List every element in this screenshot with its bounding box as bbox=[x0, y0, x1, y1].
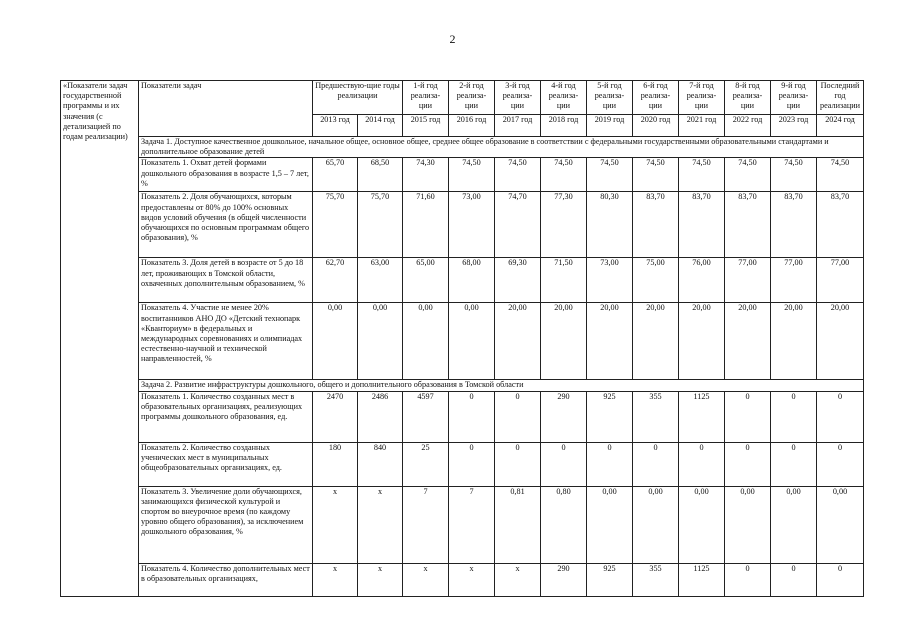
year-header: 2024 год bbox=[817, 115, 864, 137]
indicator-label: Показатель 2. Доля обучающихся, которым предоставлены от 80% до 100% основных видов условий обучения (в общей численности обучающихся по основным программам общего образования), % bbox=[139, 192, 313, 258]
indicator-value: 20,00 bbox=[587, 303, 633, 380]
period-header: 4-й год реализа-ции bbox=[541, 81, 587, 115]
indicator-value: 71,50 bbox=[541, 258, 587, 303]
indicator-value: 0,00 bbox=[679, 486, 725, 563]
indicator-value: 0 bbox=[449, 391, 495, 442]
indicator-value: 0 bbox=[633, 442, 679, 486]
table-row bbox=[61, 303, 864, 380]
indicator-value: 0,00 bbox=[313, 303, 358, 380]
task2-title: Задача 2. Развитие инфраструктуры дошкольного, общего и дополнительного образования в Томской области bbox=[139, 380, 864, 391]
indicator-value: 77,00 bbox=[817, 258, 864, 303]
indicator-label: Показатель 4. Участие не менее 20% воспитанников АНО ДО «Детский технопарк «Кванториум» в федеральных и международных соревнованиях и олимпиадах естественно-научной и технической направленностей, % bbox=[139, 303, 313, 380]
indicator-value: 74,70 bbox=[495, 192, 541, 258]
table-row bbox=[61, 391, 864, 442]
indicator-value: x bbox=[403, 563, 449, 596]
indicator-value: 74,50 bbox=[633, 158, 679, 192]
indicator-value: x bbox=[495, 563, 541, 596]
indicator-value: 355 bbox=[633, 391, 679, 442]
indicator-value: 73,00 bbox=[449, 192, 495, 258]
indicator-value: 68,50 bbox=[358, 158, 403, 192]
table-row bbox=[61, 158, 864, 192]
year-header: 2022 год bbox=[725, 115, 771, 137]
indicator-value: 74,50 bbox=[679, 158, 725, 192]
indicator-value: 68,00 bbox=[449, 258, 495, 303]
indicator-value: 75,00 bbox=[633, 258, 679, 303]
indicator-value: 0,00 bbox=[817, 486, 864, 563]
indicator-value: 2470 bbox=[313, 391, 358, 442]
table-row bbox=[61, 258, 864, 303]
indicator-value: 7 bbox=[403, 486, 449, 563]
year-header: 2017 год bbox=[495, 115, 541, 137]
indicator-value: 290 bbox=[541, 391, 587, 442]
indicator-value: 75,70 bbox=[313, 192, 358, 258]
indicator-label: Показатель 3. Доля детей в возрасте от 5 до 18 лет, проживающих в Томской области, охваченных дополнительным образованием, % bbox=[139, 258, 313, 303]
period-header: 3-й год реализа-ции bbox=[495, 81, 541, 115]
indicator-value: 0,00 bbox=[358, 303, 403, 380]
indicator-value: 0 bbox=[449, 442, 495, 486]
indicator-value: 0 bbox=[725, 563, 771, 596]
indicator-value: 74,50 bbox=[817, 158, 864, 192]
indicator-label: Показатель 4. Количество дополнительных мест в образовательных организациях, bbox=[139, 563, 313, 596]
indicator-value: 83,70 bbox=[633, 192, 679, 258]
year-header: 2016 год bbox=[449, 115, 495, 137]
indicator-value: 71,60 bbox=[403, 192, 449, 258]
indicator-value: 0 bbox=[771, 391, 817, 442]
indicator-value: 74,50 bbox=[495, 158, 541, 192]
indicator-value: x bbox=[358, 563, 403, 596]
indicator-value: x bbox=[449, 563, 495, 596]
indicator-value: 75,70 bbox=[358, 192, 403, 258]
indicator-value: 0 bbox=[679, 442, 725, 486]
indicator-value: 20,00 bbox=[679, 303, 725, 380]
indicator-label: Показатель 1. Охват детей формами дошкольного образования в возрасте 1,5 – 7 лет, % bbox=[139, 158, 313, 192]
indicator-value: 83,70 bbox=[679, 192, 725, 258]
indicator-value: 0 bbox=[725, 391, 771, 442]
indicator-value: 63,00 bbox=[358, 258, 403, 303]
year-header: 2014 год bbox=[358, 115, 403, 137]
year-header: 2019 год bbox=[587, 115, 633, 137]
indicator-value: 77,00 bbox=[771, 258, 817, 303]
indicator-value: 73,00 bbox=[587, 258, 633, 303]
indicator-value: 74,50 bbox=[725, 158, 771, 192]
indicator-value: 0 bbox=[495, 391, 541, 442]
indicator-value: 0 bbox=[817, 563, 864, 596]
indicator-value: 0,00 bbox=[771, 486, 817, 563]
period-header: 8-й год реализа-ции bbox=[725, 81, 771, 115]
indicator-label: Показатель 1. Количество созданных мест в образовательных организациях, реализующих программы дошкольного образования, ед. bbox=[139, 391, 313, 442]
indicator-value: 0 bbox=[771, 563, 817, 596]
prev-years-header: Предшествую-щие годы реализации bbox=[313, 81, 403, 115]
indicator-value: 1125 bbox=[679, 391, 725, 442]
indicator-value: 20,00 bbox=[771, 303, 817, 380]
year-header: 2021 год bbox=[679, 115, 725, 137]
page-number: 2 bbox=[449, 32, 456, 46]
period-header: 1-й год реализа-ции bbox=[403, 81, 449, 115]
year-header: 2020 год bbox=[633, 115, 679, 137]
indicator-value: 290 bbox=[541, 563, 587, 596]
indicator-value: 76,00 bbox=[679, 258, 725, 303]
indicator-value: 0,80 bbox=[541, 486, 587, 563]
period-header: 6-й год реализа-ции bbox=[633, 81, 679, 115]
indicator-value: 20,00 bbox=[495, 303, 541, 380]
indicator-value: 925 bbox=[587, 391, 633, 442]
indicator-value: x bbox=[358, 486, 403, 563]
indicator-value: 0 bbox=[725, 442, 771, 486]
indicator-value: 0,81 bbox=[495, 486, 541, 563]
indicator-value: 20,00 bbox=[725, 303, 771, 380]
indicator-value: 74,50 bbox=[771, 158, 817, 192]
indicator-value: 80,30 bbox=[587, 192, 633, 258]
table-row bbox=[61, 486, 864, 563]
indicator-value: 0 bbox=[587, 442, 633, 486]
indicator-label: Показатель 3. Увеличение доли обучающихся, занимающихся физической культурой и спортом во внеурочное время (по каждому уровню общего образования), за исключением дошкольного образования, % bbox=[139, 486, 313, 563]
indicator-value: x bbox=[313, 563, 358, 596]
indicator-value: 83,70 bbox=[771, 192, 817, 258]
indicator-value: 0 bbox=[771, 442, 817, 486]
indicator-column-header: Показатели задач bbox=[139, 81, 313, 137]
indicator-value: 74,30 bbox=[403, 158, 449, 192]
period-header: 7-й год реализа-ции bbox=[679, 81, 725, 115]
indicator-value: 1125 bbox=[679, 563, 725, 596]
indicator-value: 840 bbox=[358, 442, 403, 486]
year-header: 2023 год bbox=[771, 115, 817, 137]
period-header: Последний год реализации bbox=[817, 81, 864, 115]
indicator-value: 0 bbox=[541, 442, 587, 486]
indicator-value: 0,00 bbox=[587, 486, 633, 563]
indicator-value: 0 bbox=[817, 442, 864, 486]
period-header: 2-й год реализа-ции bbox=[449, 81, 495, 115]
indicator-value: 77,00 bbox=[725, 258, 771, 303]
year-header: 2015 год bbox=[403, 115, 449, 137]
indicator-value: 83,70 bbox=[725, 192, 771, 258]
indicator-value: 25 bbox=[403, 442, 449, 486]
indicator-value: 0,00 bbox=[633, 486, 679, 563]
indicator-label: Показатель 2. Количество созданных ученических мест в муниципальных общеобразовательных организациях, ед. bbox=[139, 442, 313, 486]
table-row bbox=[61, 563, 864, 596]
indicator-value: 74,50 bbox=[587, 158, 633, 192]
indicator-value: 20,00 bbox=[817, 303, 864, 380]
indicator-value: 20,00 bbox=[633, 303, 679, 380]
indicator-value: 65,70 bbox=[313, 158, 358, 192]
indicator-value: 7 bbox=[449, 486, 495, 563]
indicator-value: x bbox=[313, 486, 358, 563]
indicator-value: 74,50 bbox=[541, 158, 587, 192]
indicator-value: 69,30 bbox=[495, 258, 541, 303]
table-row bbox=[61, 442, 864, 486]
indicators-table bbox=[60, 80, 864, 597]
indicator-value: 20,00 bbox=[541, 303, 587, 380]
indicator-value: 62,70 bbox=[313, 258, 358, 303]
indicator-value: 77,30 bbox=[541, 192, 587, 258]
indicator-value: 0,00 bbox=[725, 486, 771, 563]
year-header: 2013 год bbox=[313, 115, 358, 137]
indicator-value: 355 bbox=[633, 563, 679, 596]
indicator-value: 0,00 bbox=[449, 303, 495, 380]
indicator-value: 0 bbox=[817, 391, 864, 442]
left-column-label: «Показатели задач государственной программы и их значения (с детализацией по годам реализации) bbox=[61, 81, 139, 597]
indicator-value: 180 bbox=[313, 442, 358, 486]
table-row bbox=[61, 192, 864, 258]
period-header: 9-й год реализа-ции bbox=[771, 81, 817, 115]
indicator-value: 83,70 bbox=[817, 192, 864, 258]
indicator-value: 2486 bbox=[358, 391, 403, 442]
indicator-value: 74,50 bbox=[449, 158, 495, 192]
indicator-value: 0 bbox=[495, 442, 541, 486]
indicator-value: 4597 bbox=[403, 391, 449, 442]
indicator-value: 65,00 bbox=[403, 258, 449, 303]
indicator-value: 925 bbox=[587, 563, 633, 596]
period-header: 5-й год реализа-ции bbox=[587, 81, 633, 115]
task1-title: Задача 1. Доступное качественное дошкольное, начальное общее, основное общее, среднее общее образование в соответствии с федеральными государственными образовательными стандартами и дополнительное образование детей bbox=[139, 137, 864, 158]
year-header: 2018 год bbox=[541, 115, 587, 137]
indicator-value: 0,00 bbox=[403, 303, 449, 380]
